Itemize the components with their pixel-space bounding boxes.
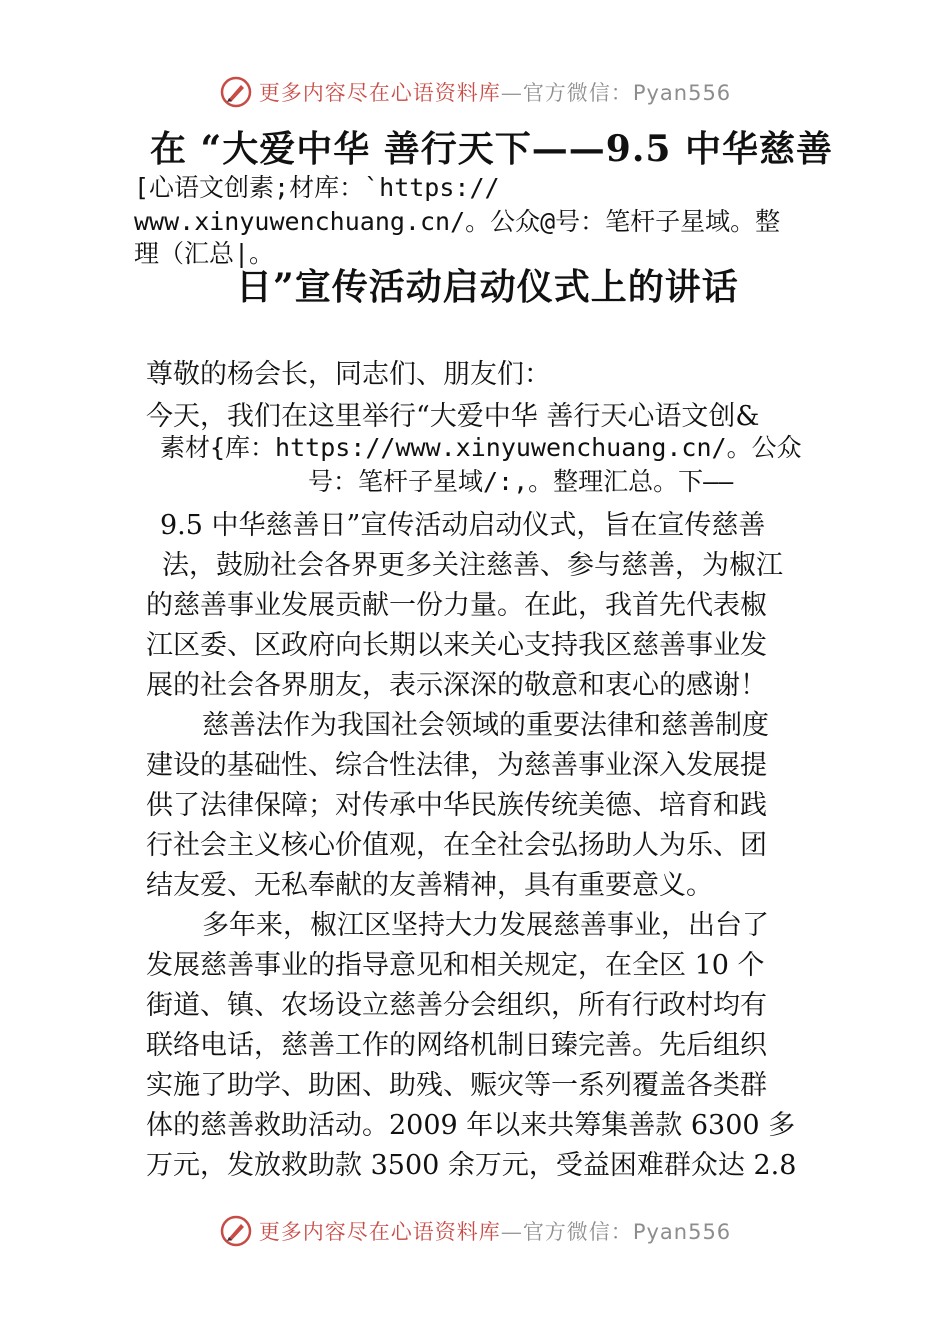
para3-line3: 街道、镇、农场设立慈善分会组织，所有行政村均有 bbox=[146, 990, 767, 1021]
para2-line1: 慈善法作为我国社会领域的重要法律和慈善制度 bbox=[202, 710, 769, 741]
para2-line4: 行社会主义核心价值观，在全社会弘扬助人为乐、团 bbox=[146, 830, 767, 861]
salutation: 尊敬的杨会长，同志们、朋友们： bbox=[146, 359, 551, 390]
para1-line1: 今天，我们在这里举行“大爱中华 善行天心语文创& bbox=[146, 401, 760, 432]
document-title-line2: 日”宣传活动启动仪式上的讲话 bbox=[236, 266, 739, 308]
para3-line6: 体的慈善救助活动。2009 年以来共筹集善款 6300 多 bbox=[146, 1110, 796, 1141]
pen-logo-icon bbox=[219, 75, 253, 109]
watermark-handle: Pyan556 bbox=[632, 81, 732, 105]
watermark-handle: Pyan556 bbox=[632, 1220, 732, 1244]
para2-line5: 结友爱、无私奉献的友善精神，具有重要意义。 bbox=[146, 870, 713, 901]
para1-line4: 9.5 中华慈善日”宣传活动启动仪式，旨在宣传慈善 bbox=[160, 510, 766, 541]
watermark-text bbox=[259, 77, 731, 107]
para1-line5: 法，鼓励社会各界更多关注慈善、参与慈善，为椒江 bbox=[162, 550, 783, 581]
watermark-wechat-label: 官方微信： bbox=[522, 1220, 633, 1244]
watermark-dash: — bbox=[500, 81, 523, 105]
watermark-wechat-label: 官方微信： bbox=[522, 81, 633, 105]
document-title-line1: 在 “大爱中华 善行天下——9.5 中华慈善 bbox=[150, 128, 833, 170]
pen-logo-icon bbox=[219, 1214, 253, 1248]
footer-watermark bbox=[0, 1211, 950, 1251]
para3-line5: 实施了助学、助困、助残、赈灾等一系列覆盖各类群 bbox=[146, 1070, 767, 1101]
para1-line6: 的慈善事业发展贡献一份力量。在此，我首先代表椒 bbox=[146, 590, 767, 621]
para3-line1: 多年来，椒江区坚持大力发展慈善事业，出台了 bbox=[202, 910, 769, 941]
para1-line2: 素材{库：https://www.xinyuwenchuang.cn/。公众 bbox=[160, 433, 802, 462]
para1-line3: 号：笔杆子星域/:,。整理汇总。下—— bbox=[308, 467, 734, 496]
watermark-text bbox=[259, 1216, 731, 1246]
para2-line3: 供了法律保障；对传承中华民族传统美德、培育和践 bbox=[146, 790, 767, 821]
watermark-brand: 更多内容尽在心语资料库 bbox=[258, 1220, 501, 1244]
para3-line4: 联络电话，慈善工作的网络机制日臻完善。先后组织 bbox=[146, 1030, 767, 1061]
watermark-dash: — bbox=[500, 1220, 523, 1244]
watermark-brand: 更多内容尽在心语资料库 bbox=[258, 81, 501, 105]
injected-line3: 理（汇总|。 bbox=[134, 239, 275, 268]
para1-line8: 展的社会各界朋友，表示深深的敬意和衷心的感谢！ bbox=[146, 670, 767, 701]
para1-line7: 江区委、区政府向长期以来关心支持我区慈善事业发 bbox=[146, 630, 767, 661]
header-watermark bbox=[0, 72, 950, 112]
para2-line2: 建设的基础性、综合性法律，为慈善事业深入发展提 bbox=[146, 750, 767, 781]
para3-line2: 发展慈善事业的指导意见和相关规定，在全区 10 个 bbox=[146, 950, 765, 981]
para3-line7: 万元，发放救助款 3500 余万元，受益困难群众达 2.8 bbox=[146, 1150, 797, 1181]
injected-line2: www.xinyuwenchuang.cn/。公众@号：笔杆子星域。整 bbox=[134, 207, 781, 236]
injected-line1: [心语文创素;材库：`https:// bbox=[134, 173, 500, 202]
